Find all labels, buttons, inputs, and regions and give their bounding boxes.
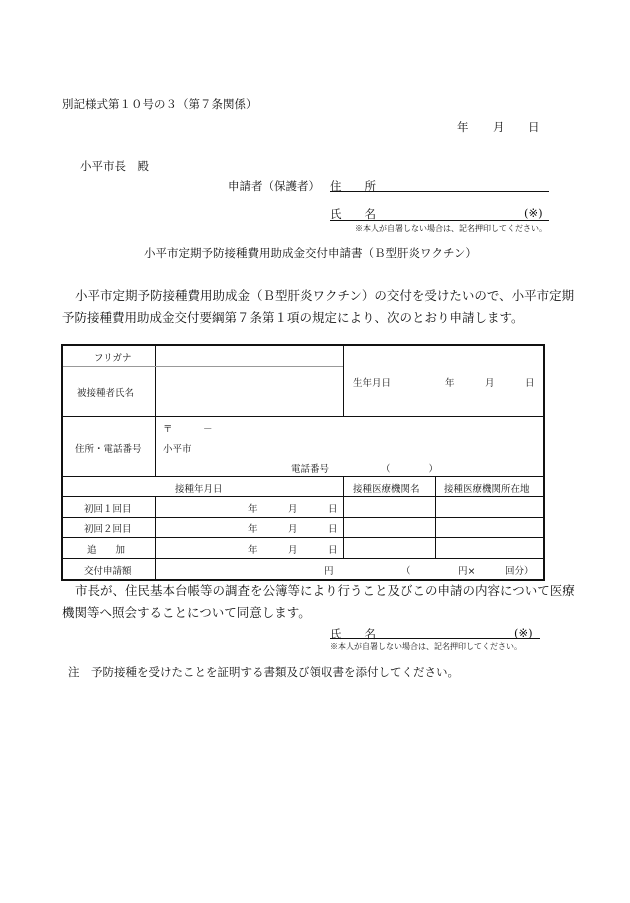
amount-yen: 円 <box>324 566 334 577</box>
intro-line-1: 小平市定期予防接種費用助成金（Ｂ型肝炎ワクチン）の交付を受けたいので、小平市定期 <box>75 288 575 303</box>
dose-row-label: 初回２回目 <box>84 524 132 535</box>
phone-field[interactable]: （ ） <box>381 464 439 475</box>
clinic-name-header: 接種医療機関名 <box>353 484 420 495</box>
amount-label: 交付申請額 <box>84 566 132 577</box>
dose-month: 月 <box>288 504 298 515</box>
dose-day: 日 <box>328 545 338 556</box>
consent-line-2: 機関等へ照会することについて同意します。 <box>62 605 311 620</box>
amount-times: 回分） <box>505 566 534 577</box>
consent-seal-mark: (※) <box>514 626 533 640</box>
phone-label: 電話番号 <box>291 464 330 475</box>
postal-mark: 〒 <box>163 424 173 435</box>
signature-note: ※本人が自署しない場合は、記名押印してください。 <box>355 224 547 233</box>
applicant-label: 申請者（保護者） <box>228 179 320 193</box>
address-label: 住 所 <box>330 179 376 193</box>
dose-row-label: 初回１回目 <box>84 504 132 515</box>
amount-paren-open: （ <box>401 566 411 577</box>
city-name: 小平市 <box>163 444 192 455</box>
furigana-label: フリガナ <box>94 353 132 364</box>
form-id: 別記様式第１０号の３（第７条関係） <box>62 97 258 111</box>
date-month: 月 <box>493 120 505 134</box>
address-field[interactable] <box>330 191 549 192</box>
amount-unit: 円× <box>458 566 476 577</box>
vaccination-date-header: 接種年月日 <box>175 484 223 495</box>
date-year: 年 <box>457 120 469 134</box>
postal-dash: － <box>203 424 213 435</box>
consent-paragraph <box>62 580 575 624</box>
dose-month: 月 <box>288 524 298 535</box>
footnote: 注 予防接種を受けたことを証明する書類及び領収書を添付してください。 <box>68 665 459 679</box>
consent-line-1: 市長が、住民基本台帳等の調査を公簿等により行うこと及びこの申請の内容について医療 <box>75 583 575 598</box>
dose-year: 年 <box>248 545 258 556</box>
dose-row-label: 追 加 <box>87 545 126 556</box>
birth-month: 月 <box>485 378 495 389</box>
birthdate-label: 生年月日 <box>353 378 392 389</box>
clinic-address-header: 接種医療機関所在地 <box>444 484 530 495</box>
patient-name-label: 被接種者氏名 <box>77 388 135 399</box>
name-field[interactable] <box>330 220 549 221</box>
document-title: 小平市定期予防接種費用助成金交付申請書（Ｂ型肝炎ワクチン） <box>144 246 477 260</box>
consent-name-label: 氏 名 <box>330 627 376 641</box>
furigana-field[interactable] <box>156 347 342 365</box>
dose-year: 年 <box>248 524 258 535</box>
dose-year: 年 <box>248 504 258 515</box>
patient-name-field[interactable] <box>156 367 342 415</box>
consent-name-field[interactable] <box>330 638 540 639</box>
birth-day: 日 <box>525 378 535 389</box>
dose-month: 月 <box>288 545 298 556</box>
dose-day: 日 <box>328 504 338 515</box>
consent-signature-note: ※本人が自署しない場合は、記名押印してください。 <box>330 642 522 651</box>
application-table <box>61 344 545 581</box>
birth-year: 年 <box>445 378 455 389</box>
intro-line-2: 予防接種費用助成金交付要綱第７条第１項の規定により、次のとおり申請します。 <box>62 310 524 325</box>
seal-mark: (※) <box>524 206 543 220</box>
address-phone-label: 住所・電話番号 <box>75 444 142 455</box>
date-day: 日 <box>528 120 540 134</box>
addressee: 小平市長 殿 <box>80 159 149 173</box>
name-label: 氏 名 <box>330 207 376 221</box>
dose-day: 日 <box>328 524 338 535</box>
intro-paragraph <box>62 285 574 329</box>
